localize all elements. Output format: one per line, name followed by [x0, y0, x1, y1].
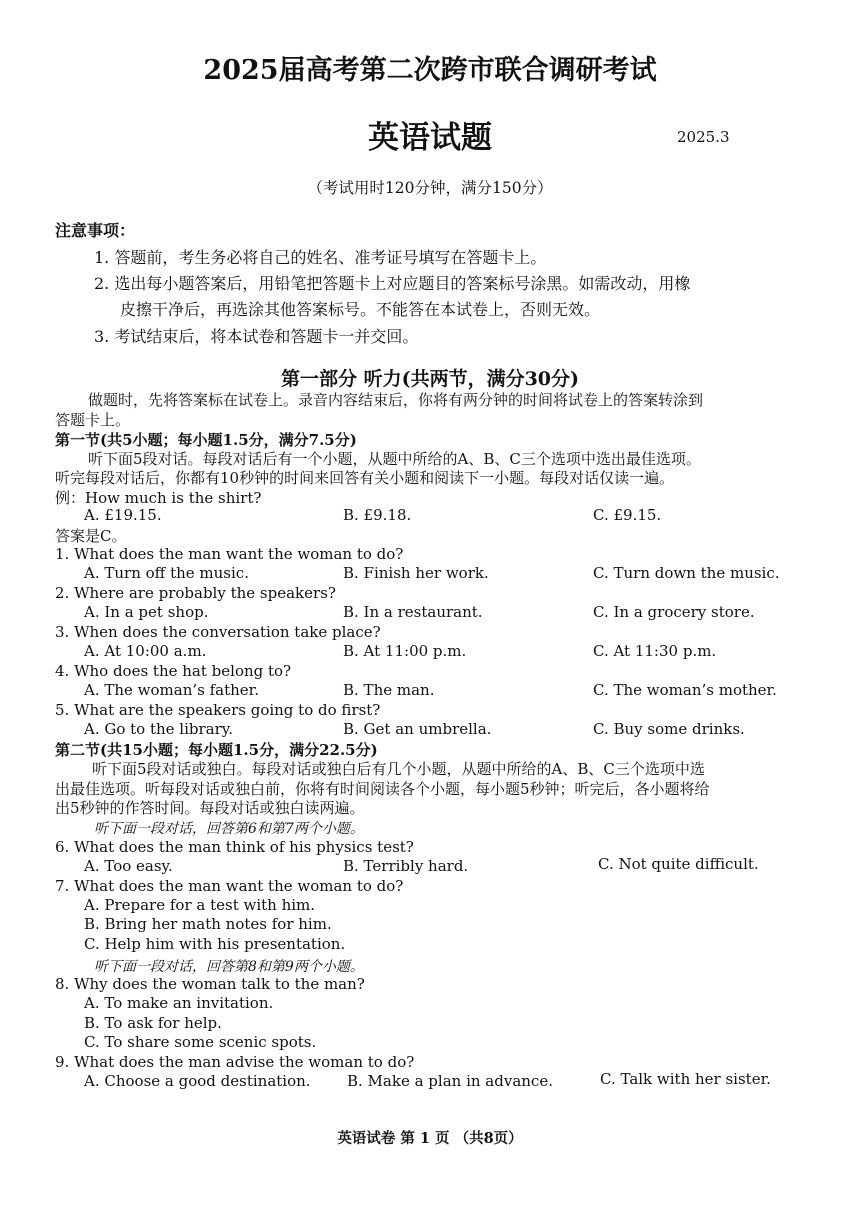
question-9-option-b: B. Make a plan in advance. — [347, 1072, 553, 1090]
question-6: 6. What does the man think of his physics test? — [55, 838, 414, 856]
notice-item-1: 1. 答题前，考生务必将自己的姓名、准考证号填写在答题卡上。 — [94, 248, 547, 267]
time-info: （考试用时120分钟，满分150分） — [307, 179, 553, 197]
question-5-option-c: C. Buy some drinks. — [593, 720, 745, 738]
question-3-option-b: B. At 11:00 p.m. — [343, 642, 467, 660]
question-9-option-a: A. Choose a good destination. — [84, 1072, 311, 1090]
question-8-option-b: B. To ask for help. — [84, 1014, 222, 1032]
question-1-option-c: C. Turn down the music. — [593, 564, 780, 582]
part-one-title: 第一部分 听力(共两节，满分30分) — [280, 368, 580, 390]
question-4-option-b: B. The man. — [343, 681, 435, 699]
question-3: 3. When does the conversation take place? — [55, 623, 381, 641]
exam-title: 2025届高考第二次跨市联合调研考试 — [203, 55, 657, 86]
question-9-option-c: C. Talk with her sister. — [600, 1070, 771, 1088]
section-two-heading: 第二节(共15小题；每小题1.5分，满分22.5分) — [55, 741, 378, 759]
instruction-questions-8-9: 听下面一段对话，回答第8和第9两个小题。 — [94, 959, 364, 975]
instruction-questions-6-7: 听下面一段对话，回答第6和第7两个小题。 — [94, 821, 364, 837]
question-5-option-b: B. Get an umbrella. — [343, 720, 492, 738]
question-1: 1. What does the man want the woman to do? — [55, 545, 404, 563]
subject-title: 英语试题 — [368, 120, 492, 156]
question-7-option-a: A. Prepare for a test with him. — [84, 896, 316, 914]
section-two-intro-line-1: 听下面5段对话或独白。每段对话或独白后有几个小题，从题中所给的A、B、C三个选项中选 — [92, 760, 705, 778]
section-one-intro-line-2: 听完每段对话后，你都有10秒钟的时间来回答有关小题和阅读下一小题。每段对话仅读一遍。 — [55, 469, 675, 487]
question-6-option-c: C. Not quite difficult. — [598, 855, 759, 873]
page-footer: 英语试卷 第 1 页 （共8页） — [337, 1130, 523, 1147]
question-2-option-a: A. In a pet shop. — [84, 603, 209, 621]
notice-heading: 注意事项： — [55, 221, 136, 240]
question-6-option-a: A. Too easy. — [84, 857, 173, 875]
exam-date: 2025.3 — [677, 128, 730, 146]
notice-item-2-line-1: 2. 选出每小题答案后，用铅笔把答题卡上对应题目的答案标号涂黑。如需改动，用橡 — [94, 274, 691, 293]
example-question: 例：How much is the shirt? — [55, 489, 262, 507]
question-4: 4. Who does the hat belong to? — [55, 662, 292, 680]
question-4-option-a: A. The woman’s father. — [84, 681, 259, 699]
question-8-option-a: A. To make an invitation. — [84, 994, 274, 1012]
question-7-option-c: C. Help him with his presentation. — [84, 935, 346, 953]
question-5: 5. What are the speakers going to do first? — [55, 701, 381, 719]
example-option-a: A. £19.15. — [84, 506, 162, 524]
section-two-intro-line-3: 出5秒钟的作答时间。每段对话或独白读两遍。 — [55, 799, 365, 817]
question-6-option-b: B. Terribly hard. — [343, 857, 469, 875]
notice-item-3: 3. 考试结束后，将本试卷和答题卡一并交回。 — [94, 327, 419, 346]
question-3-option-a: A. At 10:00 a.m. — [84, 642, 207, 660]
section-one-heading: 第一节(共5小题；每小题1.5分，满分7.5分) — [55, 431, 357, 449]
question-7: 7. What does the man want the woman to do? — [55, 877, 404, 895]
part-one-intro-line-1: 做题时，先将答案标在试卷上。录音内容结束后，你将有两分钟的时间将试卷上的答案转涂到 — [88, 391, 704, 409]
question-8-option-c: C. To share some scenic spots. — [84, 1033, 317, 1051]
example-answer: 答案是C。 — [55, 527, 127, 545]
question-1-option-a: A. Turn off the music. — [84, 564, 249, 582]
question-3-option-c: C. At 11:30 p.m. — [593, 642, 717, 660]
question-7-option-b: B. Bring her math notes for him. — [84, 915, 332, 933]
part-one-intro-line-2: 答题卡上。 — [55, 411, 131, 429]
question-2-option-b: B. In a restaurant. — [343, 603, 483, 621]
question-4-option-c: C. The woman’s mother. — [593, 681, 777, 699]
example-option-c: C. £9.15. — [593, 506, 662, 524]
section-one-intro-line-1: 听下面5段对话。每段对话后有一个小题，从题中所给的A、B、C三个选项中选出最佳选项。 — [88, 450, 701, 468]
notice-item-2-line-2: 皮擦干净后，再选涂其他答案标号。不能答在本试卷上，否则无效。 — [120, 300, 601, 319]
question-5-option-a: A. Go to the library. — [84, 720, 234, 738]
question-9: 9. What does the man advise the woman to do? — [55, 1053, 415, 1071]
section-two-intro-line-2: 出最佳选项。听每段对话或独白前，你将有时间阅读各个小题，每小题5秒钟；听完后，各小题将给 — [55, 780, 710, 798]
example-option-b: B. £9.18. — [343, 506, 412, 524]
question-2-option-c: C. In a grocery store. — [593, 603, 755, 621]
question-1-option-b: B. Finish her work. — [343, 564, 489, 582]
question-2: 2. Where are probably the speakers? — [55, 584, 336, 602]
question-8: 8. Why does the woman talk to the man? — [55, 975, 365, 993]
